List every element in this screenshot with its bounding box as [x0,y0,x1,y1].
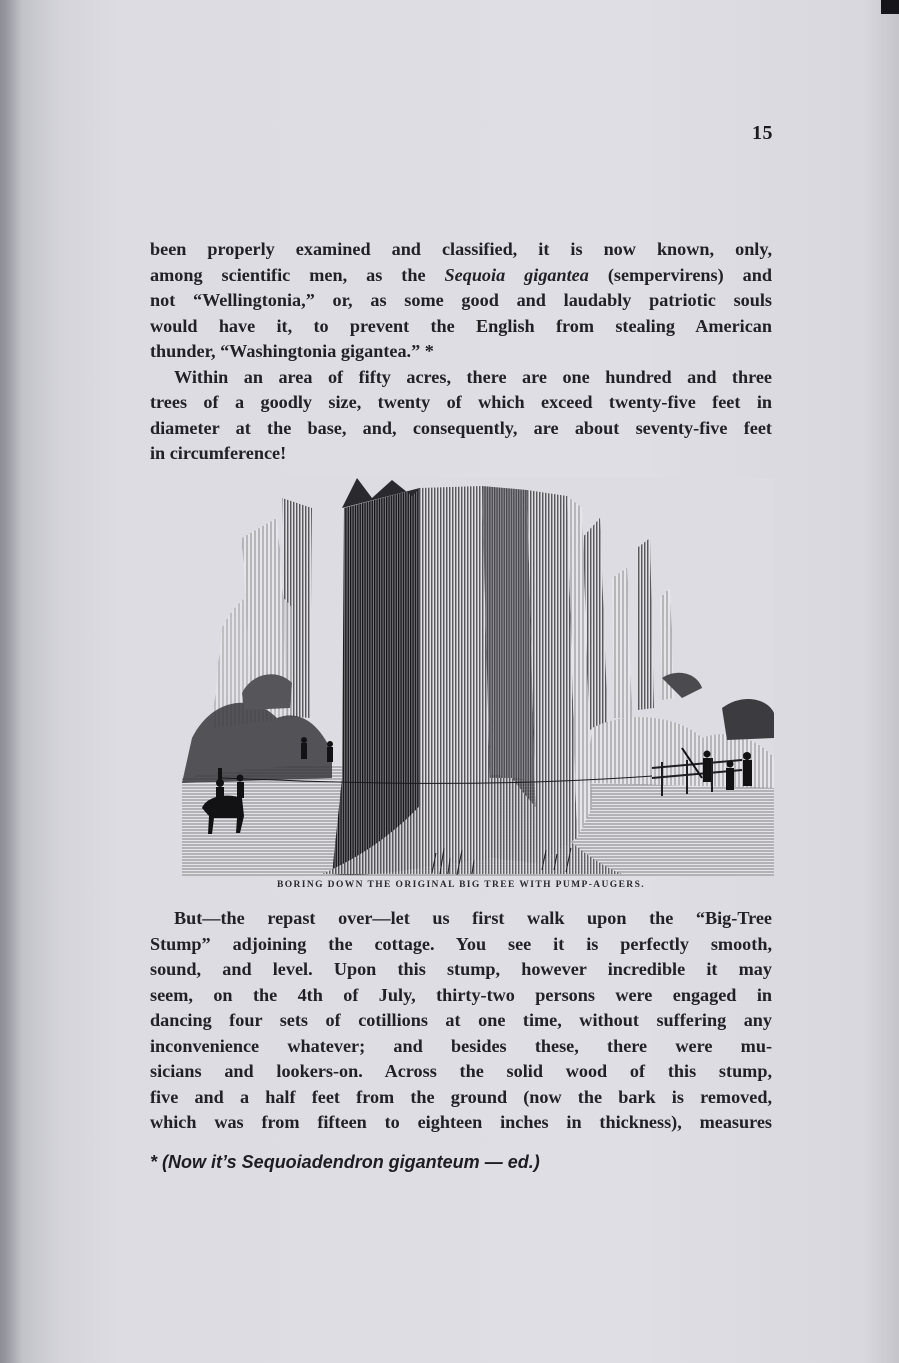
paragraph1-line: would have it, to prevent the English from stealing American [150,315,772,336]
illustration-caption: BORING DOWN THE ORIGINAL BIG TREE WITH PUMP-AUGERS. [276,880,646,890]
paragraph1-line: among scientific men, as the Sequoia gigantea (sempervirens) and [150,264,772,285]
text-block-top [150,237,772,467]
paragraph1-line: not “Wellingtonia,” or, as some good and laudably patriotic souls [150,290,772,310]
paragraph3-line: inconvenience whatever; and besides these, there were mu- [150,1035,772,1056]
paragraph3-line: sound, and level. Upon this stump, however incredible it may [150,959,772,979]
italic-species-name: Sequoia gigantea [444,264,589,285]
paragraph3-line: Stump” adjoining the cottage. You see it is perfectly smooth, [150,933,772,954]
paragraph3-line: which was from fifteen to eighteen inches in thickness), measures [150,1112,772,1132]
paragraph1-line: thunder, “Washingtonia gigantea.” * [150,341,434,361]
book-spine-shadow [0,0,22,1363]
paragraph3-line: dancing four sets of cotillions at one time, without suffering any [150,1010,772,1030]
paragraph3-line: seem, on the 4th of July, thirty-two persons were engaged in [150,984,772,1005]
paragraph2-line: Within an area of fifty acres, there are one hundred and three [174,366,772,387]
paragraph2-line: trees of a goodly size, twenty of which exceed twenty-five feet in [150,392,772,412]
paragraph2-line: diameter at the base, and, consequently, are about seventy-five feet [150,417,772,438]
paragraph3-line: But—the repast over—let us first walk upon the “Big-Tree [174,908,772,928]
editor-footnote: * (Now it’s Sequoiadendron giganteum — ed.) [150,1152,540,1172]
paragraph3-line: five and a half feet from the ground (now the bark is removed, [150,1086,772,1107]
page-number: 15 [752,122,773,144]
paragraph1-line: been properly examined and classified, it is now known, only, [150,239,772,259]
text-block-bottom [150,906,772,1136]
big-tree-engraving [182,478,774,876]
paragraph2-line: in circumference! [150,443,287,463]
paragraph3-line: sicians and lookers-on. Across the solid wood of this stump, [150,1061,772,1081]
corner-mark [881,0,899,14]
